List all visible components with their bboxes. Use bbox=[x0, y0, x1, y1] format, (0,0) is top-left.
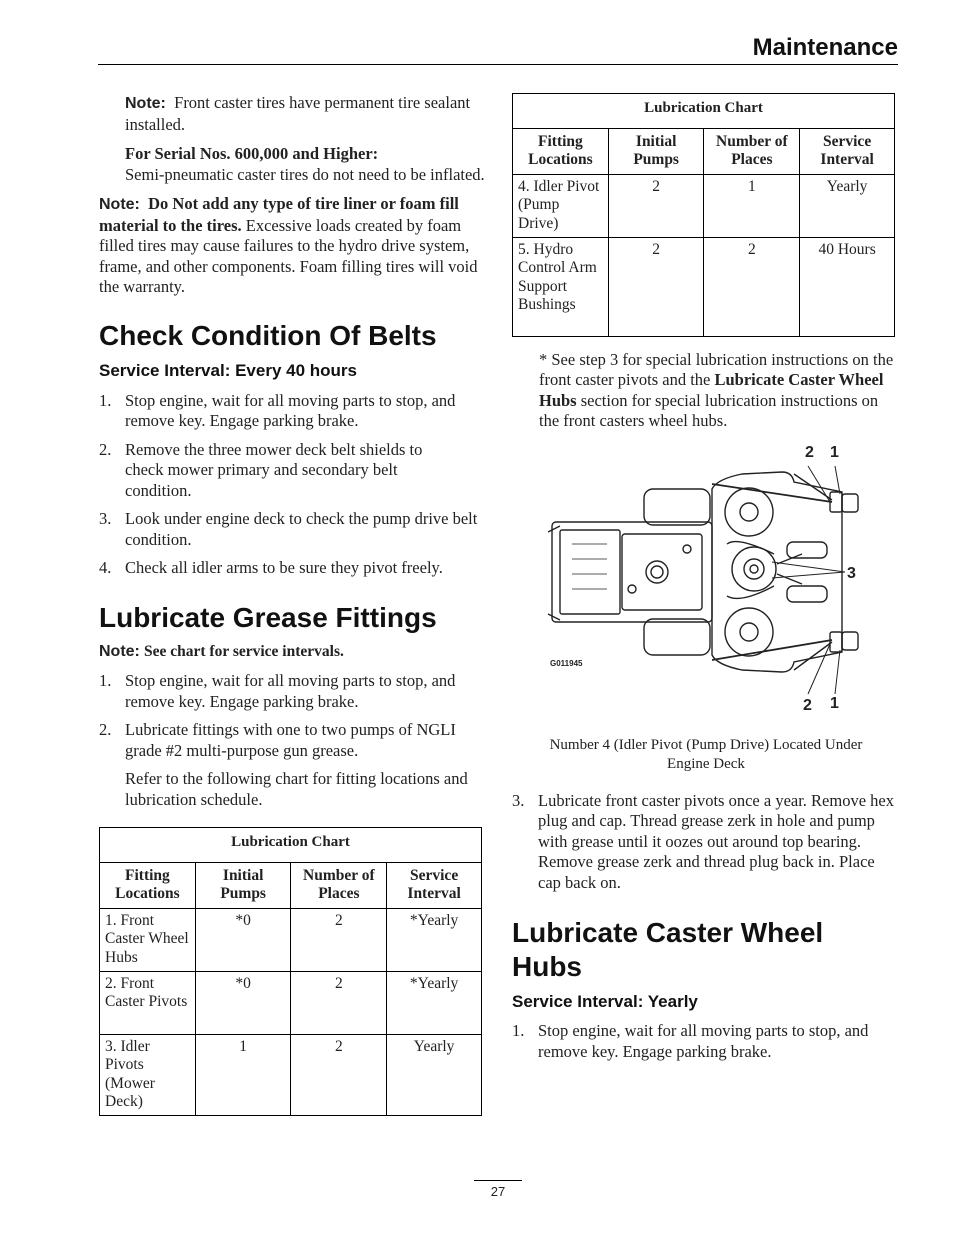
list-item bbox=[99, 720, 485, 761]
serial-heading: For Serial Nos. 600,000 and Higher: bbox=[125, 144, 379, 163]
step-number: 4. bbox=[99, 558, 112, 577]
table-cell: 2 bbox=[704, 237, 800, 336]
column-header: Initial Pumps bbox=[195, 862, 291, 908]
mower-underside-drawing bbox=[512, 444, 900, 734]
list-item bbox=[512, 1021, 900, 1062]
caster-pivot-step bbox=[512, 791, 900, 894]
hubs-steps bbox=[512, 1021, 900, 1062]
table-cell: 2 bbox=[291, 908, 387, 971]
table-cell: 2. Front Caster Pivots bbox=[100, 971, 196, 1034]
section-title: Maintenance bbox=[752, 34, 898, 61]
note-warning: Do Not add any type of tire liner or foam fill material to the tires. bbox=[99, 194, 459, 235]
note-tire-liner bbox=[99, 194, 485, 298]
step-text: Look under engine deck to check the pump drive belt condition. bbox=[125, 509, 478, 549]
note-label: Note: bbox=[99, 642, 140, 660]
table-cell: Yearly bbox=[387, 1034, 482, 1115]
column-header: Number of Places bbox=[291, 862, 387, 908]
callout-2: 2 bbox=[803, 696, 812, 714]
table-row bbox=[513, 237, 895, 336]
grease-steps bbox=[99, 671, 485, 810]
step-number: 3. bbox=[99, 509, 112, 528]
hubs-interval: Service Interval: Yearly bbox=[512, 992, 698, 1011]
step-number: 1. bbox=[512, 1021, 525, 1040]
column-header: Fitting Locations bbox=[100, 862, 196, 908]
footnote-text: section for special lubrication instructions on the front casters wheel hubs. bbox=[539, 390, 879, 430]
table-caption: Lubrication Chart bbox=[100, 828, 482, 863]
table-row bbox=[100, 908, 482, 971]
right-column bbox=[512, 93, 900, 1062]
column-header: Service Interval bbox=[800, 128, 895, 174]
table-cell: 1 bbox=[704, 174, 800, 237]
grease-note bbox=[99, 641, 485, 663]
figure-code: G011945 bbox=[550, 658, 583, 668]
list-item bbox=[512, 791, 900, 894]
refer-text: Refer to the following chart for fitting locations and lubrication schedule. bbox=[125, 769, 468, 809]
table-cell: Yearly bbox=[800, 174, 895, 237]
figure-caption: Number 4 (Idler Pivot (Pump Drive) Located Under Engine Deck bbox=[549, 736, 863, 772]
table-cell: *0 bbox=[195, 971, 291, 1034]
footnote-text: * See step 3 for special lubrication instructions on the front caster pivots and the bbox=[539, 349, 894, 389]
page-number: 27 bbox=[474, 1180, 522, 1199]
note-text: Front caster tires have permanent tire sealant installed. bbox=[125, 93, 471, 134]
callout-3: 3 bbox=[847, 564, 856, 582]
belts-steps bbox=[99, 391, 485, 579]
table-cell: 2 bbox=[608, 237, 704, 336]
note-caster-sealant bbox=[99, 93, 485, 185]
table-row bbox=[100, 1034, 482, 1115]
list-item bbox=[99, 558, 485, 579]
step-text: Lubricate fittings with one to two pumps of NGLI grade #2 multi-purpose gun grease. bbox=[125, 720, 456, 760]
lubrication-table-1 bbox=[99, 827, 482, 1116]
step-text: Lubricate front caster pivots once a year. Remove hex plug and cap. Thread grease zerk in hole and pump with grease until it oozes out around top bearing. Remove grease zerk and thread plug back in. Place cap back on. bbox=[538, 790, 894, 892]
table-cell: 2 bbox=[291, 1034, 387, 1115]
step-text: Check all idler arms to be sure they pivot freely. bbox=[125, 558, 443, 577]
table-cell: 1. Front Caster Wheel Hubs bbox=[100, 908, 196, 971]
step-text: Stop engine, wait for all moving parts to stop, and remove key. Engage parking brake. bbox=[538, 1021, 869, 1061]
rear-tire bbox=[644, 619, 710, 655]
step-number: 2. bbox=[99, 439, 112, 459]
hubs-heading: Lubricate Caster Wheel Hubs bbox=[512, 917, 824, 982]
table-cell: *Yearly bbox=[387, 971, 482, 1034]
column-header: Initial Pumps bbox=[608, 128, 704, 174]
callout-2: 2 bbox=[805, 443, 814, 461]
footnote bbox=[512, 350, 900, 432]
callout-1: 1 bbox=[830, 694, 839, 712]
column-header: Number of Places bbox=[704, 128, 800, 174]
footnote-emphasis: Lubricate Caster Wheel Hubs bbox=[539, 370, 884, 410]
column-header: Fitting Locations bbox=[513, 128, 609, 174]
step-number: 2. bbox=[99, 720, 112, 739]
step-text: Stop engine, wait for all moving parts to stop, and remove key. Engage parking brake. bbox=[125, 390, 456, 430]
table-cell: *0 bbox=[195, 908, 291, 971]
step-number: 1. bbox=[99, 671, 112, 690]
grease-heading: Lubricate Grease Fittings bbox=[99, 601, 437, 633]
table-cell: 2 bbox=[608, 174, 704, 237]
table-cell: 1 bbox=[195, 1034, 291, 1115]
table-cell: 2 bbox=[291, 971, 387, 1034]
column-header: Service Interval bbox=[387, 862, 482, 908]
note-text: See chart for service intervals. bbox=[144, 642, 344, 660]
list-item bbox=[99, 440, 485, 502]
table-row bbox=[513, 174, 895, 237]
lubrication-table-2 bbox=[512, 93, 895, 337]
callout-1: 1 bbox=[830, 443, 839, 461]
note-label: Note: bbox=[125, 95, 166, 112]
table-row bbox=[100, 971, 482, 1034]
mower-diagram bbox=[512, 444, 900, 734]
step-number: 1. bbox=[99, 390, 112, 410]
belts-interval: Service Interval: Every 40 hours bbox=[99, 360, 357, 380]
note-label: Note: bbox=[99, 196, 140, 213]
note-text: Excessive loads created by foam filled tires may cause failures to the hydro drive system, frame, and other components. Foam filling tires will void the warranty. bbox=[99, 215, 478, 296]
table-cell: 4. Idler Pivot (Pump Drive) bbox=[513, 174, 609, 237]
list-item bbox=[99, 671, 485, 712]
rear-tire bbox=[644, 489, 710, 525]
table-cell: 5. Hydro Control Arm Support Bushings bbox=[513, 237, 609, 336]
belts-heading: Check Condition Of Belts bbox=[99, 319, 437, 351]
step-text: Stop engine, wait for all moving parts to stop, and remove key. Engage parking brake. bbox=[125, 671, 456, 711]
table-cell: 40 Hours bbox=[800, 237, 895, 336]
serial-text: Semi-pneumatic caster tires do not need to be inflated. bbox=[125, 164, 485, 184]
table-caption: Lubrication Chart bbox=[513, 94, 895, 129]
left-column bbox=[99, 93, 485, 1116]
list-item bbox=[99, 509, 485, 550]
table-cell: *Yearly bbox=[387, 908, 482, 971]
step-text: Remove the three mower deck belt shields to check mower primary and secondary belt condition. bbox=[125, 439, 423, 500]
page-header bbox=[98, 34, 898, 65]
table-cell: 3. Idler Pivots (Mower Deck) bbox=[100, 1034, 196, 1115]
list-item bbox=[99, 391, 485, 432]
step-number: 3. bbox=[512, 790, 525, 810]
